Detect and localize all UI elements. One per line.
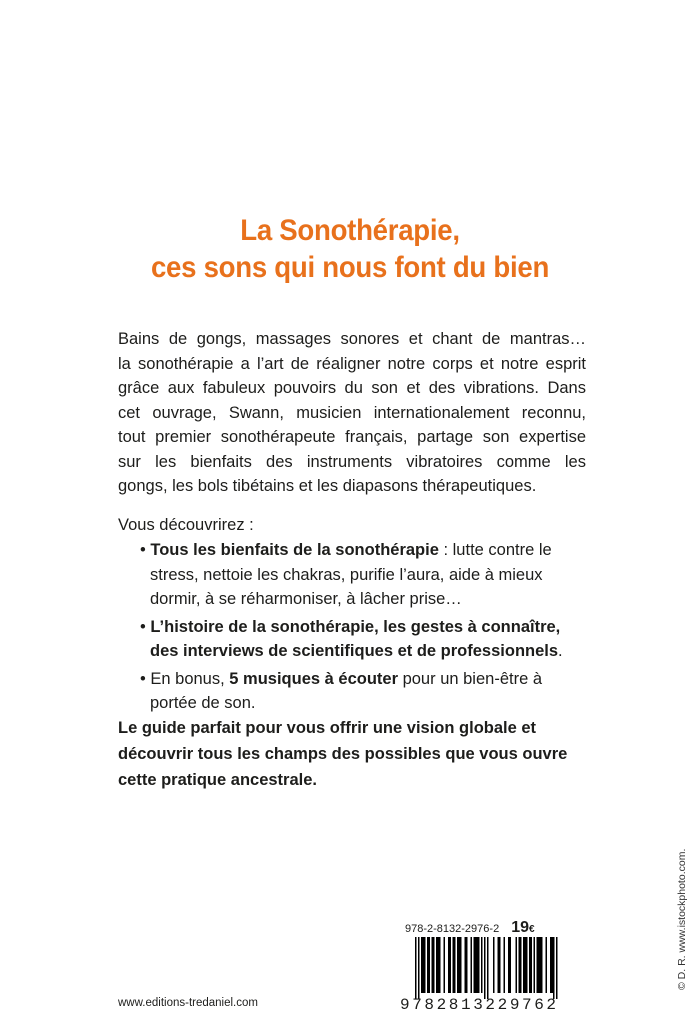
bullet-icon: • [140,669,146,688]
currency: € [528,924,535,935]
list-item [140,615,590,664]
conclusion-line: Le guide parfait pour vous offrir une vision globale et [118,719,537,737]
bullet-text: : lutte contre le [438,541,552,559]
intro-line: Bains de gongs, massages sonores et chant de mantras… [118,330,586,348]
intro-line: gongs, les bols tibétains et les diapasons thérapeutiques. [118,477,537,495]
bullet-icon: • [140,617,146,636]
bullet-text: dormir, à se réharmoniser, à lâcher prise… [150,590,462,608]
list-item [140,667,590,716]
intro-line: la sonothérapie a l’art de réaligner notre corps et notre esprit [118,354,586,373]
bullet-text: En bonus, [150,669,230,688]
intro-line: cet ouvrage, Swann, musicien internationalement reconnu, [118,403,586,422]
bullet-text: portée de son. [150,694,256,712]
conclusion-line: découvrir tous les champs des possibles que vous ouvre [118,745,568,763]
bullet-bold: L’histoire de la sonothérapie, les gestes à connaître, [150,617,561,636]
isbn: 978-2-8132-2976-2 [405,923,500,935]
barcode-digits: 9782813229762 [400,996,559,1014]
bullet-bold: 5 musiques à écouter [229,669,398,688]
bullet-text: pour un bien-être à [398,669,543,688]
list-item [140,538,590,612]
barcode-bars-icon [403,937,593,999]
feature-list [140,538,590,719]
bullet-text: . [558,642,563,660]
intro-line: grâce aux fabuleux pouvoirs du son et des vibrations. Dans [118,379,586,397]
price-value: 19 [511,919,529,936]
bullet-icon: • [140,541,146,559]
book-title [28,212,672,286]
conclusion-paragraph [118,715,593,793]
bullet-bold: des interviews de scientifiques et de professionnels [150,642,559,660]
bullet-text: stress, nettoie les chakras, purifie l’aura, aide à mieux [150,565,543,584]
intro-line: sur les bienfaits des instruments vibratoires comme les [118,452,586,471]
discover-label: Vous découvrirez : [118,516,254,534]
intro-paragraph [118,327,586,499]
title-line-2: ces sons qui nous font du bien [150,251,550,284]
isbn-price-row [405,919,535,937]
price [511,919,534,937]
intro-line: tout premier sonothérapeute français, partage son expertise [118,428,586,446]
bullet-bold: Tous les bienfaits de la sonothérapie [150,541,439,559]
conclusion-line: cette pratique ancestrale. [118,771,317,789]
photo-credit: © D. R. www.istockphoto.com. [676,848,688,990]
publisher-website: www.editions-tredaniel.com [118,997,258,1009]
title-line-1: La Sonothérapie, [240,214,460,247]
